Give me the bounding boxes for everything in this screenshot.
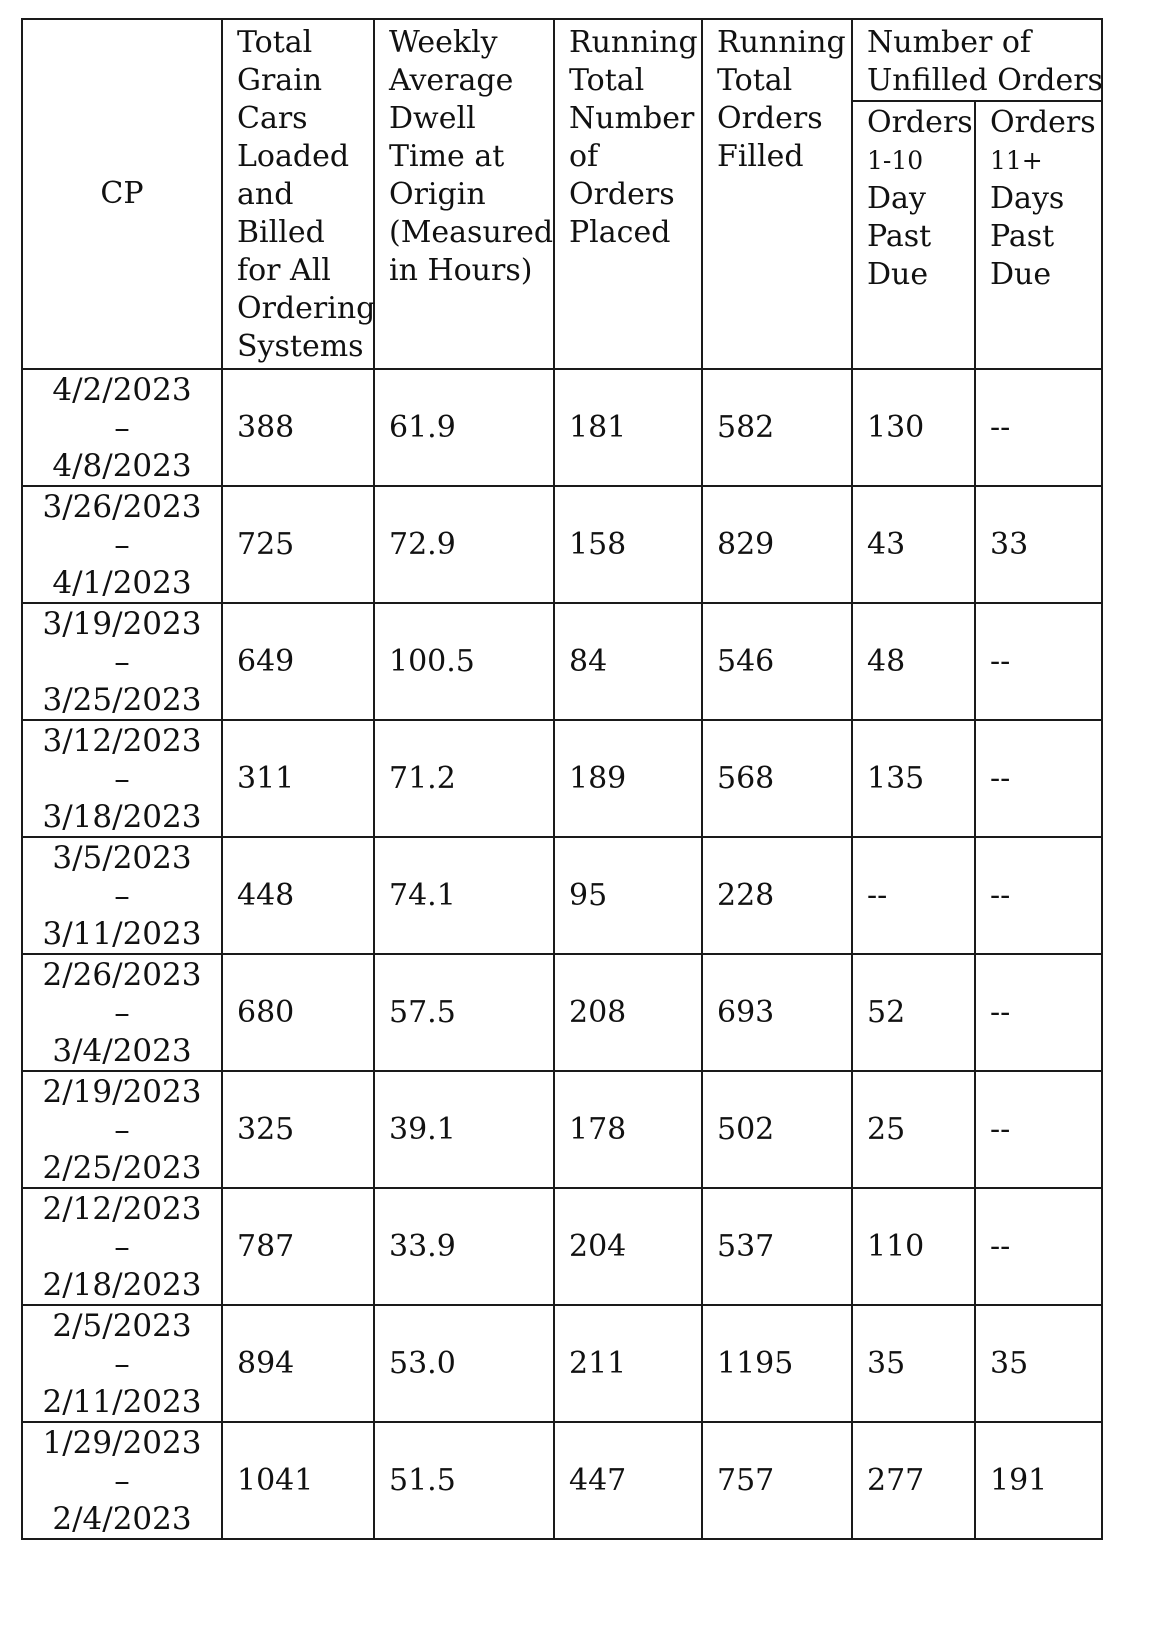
cars-loaded-cell: 894: [222, 1305, 374, 1422]
orders-filled-cell: 829: [702, 486, 852, 603]
orders-filled-cell: 228: [702, 837, 852, 954]
cars-loaded-cell: 1041: [222, 1422, 374, 1539]
orders-placed-cell: 95: [554, 837, 702, 954]
table-row: [22, 603, 1102, 720]
past-due-1-10-cell: 277: [852, 1422, 975, 1539]
past-due-1-10-header: Orders 1-10 Day Past Due: [852, 101, 975, 369]
cars-loaded-cell: 311: [222, 720, 374, 837]
past-due-1-10-cell: 135: [852, 720, 975, 837]
past-due-11-plus-cell: 191: [975, 1422, 1102, 1539]
past-due-1-10-cell: 110: [852, 1188, 975, 1305]
cars-loaded-cell: 448: [222, 837, 374, 954]
header-row-top: [22, 19, 1102, 101]
dwell-time-cell: 53.0: [374, 1305, 554, 1422]
unfilled-orders-header: Number of Unfilled Orders: [852, 19, 1102, 101]
orders-filled-cell: 582: [702, 369, 852, 486]
table-row: [22, 1422, 1102, 1539]
cars-loaded-cell: 388: [222, 369, 374, 486]
week-range: 2/19/2023 – 2/25/2023: [22, 1071, 222, 1188]
orders-filled-cell: 502: [702, 1071, 852, 1188]
cars-loaded-cell: 325: [222, 1071, 374, 1188]
orders-placed-header: Running Total Number of Orders Placed: [554, 19, 702, 369]
table-row: [22, 1305, 1102, 1422]
orders-filled-cell: 568: [702, 720, 852, 837]
orders-filled-cell: 546: [702, 603, 852, 720]
orders-filled-header: Running Total Orders Filled: [702, 19, 852, 369]
orders-placed-cell: 158: [554, 486, 702, 603]
past-due-1-10-cell: 25: [852, 1071, 975, 1188]
cars-loaded-cell: 787: [222, 1188, 374, 1305]
orders-filled-cell: 537: [702, 1188, 852, 1305]
table-row: [22, 837, 1102, 954]
week-range: 3/5/2023 – 3/11/2023: [22, 837, 222, 954]
orders-placed-cell: 204: [554, 1188, 702, 1305]
dwell-time-cell: 39.1: [374, 1071, 554, 1188]
orders-placed-cell: 447: [554, 1422, 702, 1539]
past-due-1-10-cell: 52: [852, 954, 975, 1071]
past-due-11-plus-cell: --: [975, 837, 1102, 954]
week-range: 2/5/2023 – 2/11/2023: [22, 1305, 222, 1422]
orders-filled-cell: 757: [702, 1422, 852, 1539]
past-due-11-plus-cell: --: [975, 720, 1102, 837]
orders-filled-cell: 693: [702, 954, 852, 1071]
past-due-11-plus-cell: --: [975, 603, 1102, 720]
cp-header: CP: [22, 19, 222, 369]
week-range: 4/2/2023 – 4/8/2023: [22, 369, 222, 486]
dwell-time-cell: 72.9: [374, 486, 554, 603]
past-due-1-10-cell: 130: [852, 369, 975, 486]
week-range: 2/26/2023 – 3/4/2023: [22, 954, 222, 1071]
past-due-11-plus-cell: 33: [975, 486, 1102, 603]
past-due-1-10-cell: 43: [852, 486, 975, 603]
cars-loaded-cell: 649: [222, 603, 374, 720]
past-due-11-plus-cell: --: [975, 1071, 1102, 1188]
past-due-11-plus-cell: --: [975, 369, 1102, 486]
past-due-1-10-cell: 48: [852, 603, 975, 720]
cars-loaded-cell: 725: [222, 486, 374, 603]
dwell-time-cell: 33.9: [374, 1188, 554, 1305]
past-due-11-plus-cell: --: [975, 1188, 1102, 1305]
week-range: 1/29/2023 – 2/4/2023: [22, 1422, 222, 1539]
past-due-1-10-cell: --: [852, 837, 975, 954]
past-due-11-plus-cell: --: [975, 954, 1102, 1071]
week-range: 3/12/2023 – 3/18/2023: [22, 720, 222, 837]
table-row: [22, 720, 1102, 837]
table-row: [22, 1071, 1102, 1188]
cars-loaded-cell: 680: [222, 954, 374, 1071]
past-due-11-plus-header: Orders 11+ Days Past Due: [975, 101, 1102, 369]
dwell-time-cell: 74.1: [374, 837, 554, 954]
grain-car-table: [21, 18, 1103, 1540]
week-range: 2/12/2023 – 2/18/2023: [22, 1188, 222, 1305]
table-row: [22, 954, 1102, 1071]
dwell-time-cell: 51.5: [374, 1422, 554, 1539]
dwell-time-cell: 57.5: [374, 954, 554, 1071]
week-range: 3/26/2023 – 4/1/2023: [22, 486, 222, 603]
table-row: [22, 1188, 1102, 1305]
total-cars-header: Total Grain Cars Loaded and Billed for All Ordering Systems: [222, 19, 374, 369]
week-range: 3/19/2023 – 3/25/2023: [22, 603, 222, 720]
orders-placed-cell: 181: [554, 369, 702, 486]
table-row: [22, 486, 1102, 603]
dwell-time-cell: 61.9: [374, 369, 554, 486]
orders-placed-cell: 178: [554, 1071, 702, 1188]
orders-placed-cell: 84: [554, 603, 702, 720]
orders-placed-cell: 189: [554, 720, 702, 837]
dwell-time-header: Weekly Average Dwell Time at Origin (Measured in Hours): [374, 19, 554, 369]
past-due-11-plus-cell: 35: [975, 1305, 1102, 1422]
past-due-1-10-cell: 35: [852, 1305, 975, 1422]
dwell-time-cell: 100.5: [374, 603, 554, 720]
orders-filled-cell: 1195: [702, 1305, 852, 1422]
table-row: [22, 369, 1102, 486]
orders-placed-cell: 208: [554, 954, 702, 1071]
dwell-time-cell: 71.2: [374, 720, 554, 837]
orders-placed-cell: 211: [554, 1305, 702, 1422]
